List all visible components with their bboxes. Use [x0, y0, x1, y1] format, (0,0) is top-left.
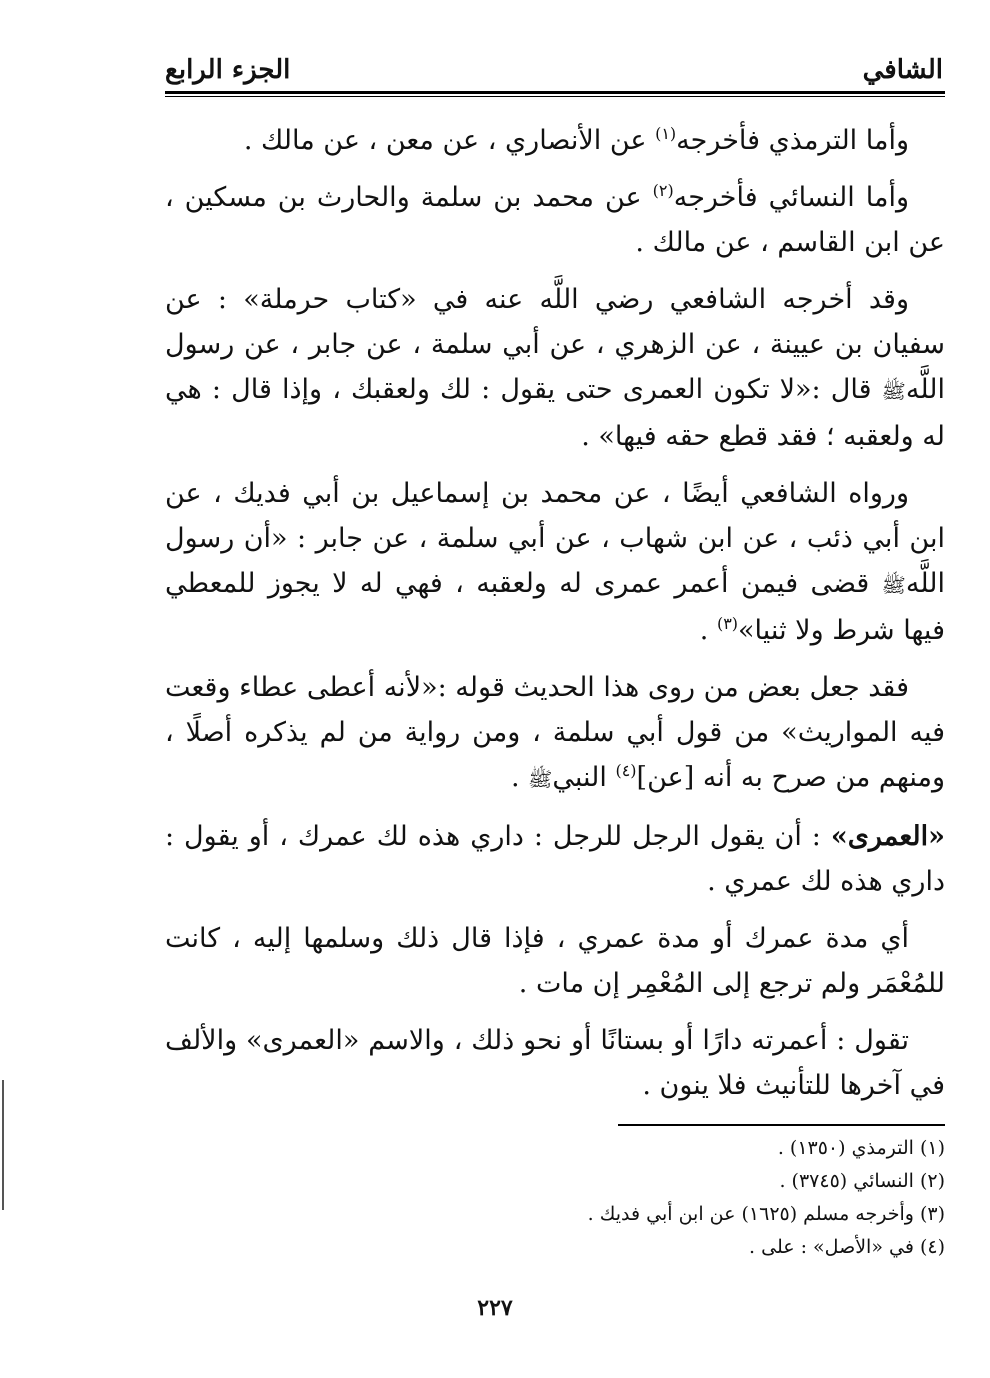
footnote-ref-2: (٢) — [652, 181, 674, 200]
text: . — [510, 762, 529, 793]
text: وأما النسائي فأخرجه — [673, 182, 909, 213]
text: . — [699, 615, 717, 646]
footnote-ref-4: (٤) — [615, 761, 637, 780]
footnote-ref-3: (٣) — [716, 614, 739, 633]
text: قضى فيمن أعمر عمرى له ولعقبه ، فهي له لا يجوز للمعطي فيها شرط ولا ثنيا» — [165, 568, 945, 646]
text: أي مدة عمرك أو مدة عمري ، فإذا قال ذلك وسلمها إليه ، كانت للمُعْمَر ولم ترجع إلى المُعْمِر إن مات . — [165, 923, 945, 999]
text: وأما الترمذي فأخرجه — [676, 125, 909, 156]
salutation-glyph: ﷺ — [881, 379, 906, 403]
header-rule-thin — [165, 96, 945, 97]
footnote-separator — [618, 1124, 945, 1126]
paragraph-1 — [165, 118, 945, 163]
footnote-1: (١) الترمذي (١٣٥٠) . — [777, 1137, 945, 1159]
paragraph-2 — [165, 175, 945, 265]
paragraph-6 — [165, 814, 945, 904]
scan-edge-mark — [2, 1080, 4, 1210]
footnote-ref-1: (١) — [655, 124, 677, 143]
footnote-4: (٤) في «الأصل» : على . — [749, 1236, 945, 1258]
footnote-2: (٢) النسائي (٣٧٤٥) . — [779, 1170, 945, 1192]
text: قال :«لا تكون العمرى حتى يقول : لك ولعقبك ، وإذا قال : هي له ولعقبه ؛ فقد قطع حقه فيها» . — [165, 374, 945, 452]
paragraph-7 — [165, 916, 945, 1006]
book-title: الشافي — [862, 55, 943, 85]
salutation-glyph: ﷺ — [528, 767, 553, 791]
text: فقد جعل بعض من روى هذا الحديث قوله :«لأنه أعطى عطاء وقعت فيه المواريث» من قول أبي سلمة ، ومن رواية من لم يذكره أصلًا ، ومنهم من صرح به أنه [عن] — [165, 672, 945, 793]
text: : أن يقول الرجل للرجل : داري هذه لك عمرك ، أو يقول : داري هذه لك عمري . — [165, 821, 945, 897]
paragraph-3 — [165, 277, 945, 459]
paragraph-4 — [165, 471, 945, 653]
text: عن محمد بن سلمة والحارث بن مسكين ، عن ابن القاسم ، عن مالك . — [165, 182, 945, 258]
main-text — [165, 118, 945, 1120]
paragraph-5 — [165, 665, 945, 802]
text: النبي — [552, 762, 616, 793]
text: عن الأنصاري ، عن معن ، عن مالك . — [243, 125, 656, 156]
paragraph-8 — [165, 1018, 945, 1108]
footnote-3: (٣) وأخرجه مسلم (١٦٢٥) عن ابن أبي فديك . — [587, 1203, 945, 1225]
page-number: ٢٢٧ — [477, 1295, 513, 1321]
volume-title: الجزء الرابع — [165, 55, 291, 85]
footnotes — [165, 1132, 945, 1264]
term-heading: «العمرى» — [830, 821, 945, 852]
running-header — [165, 52, 945, 92]
text: ورواه الشافعي أيضًا ، عن محمد بن إسماعيل بن أبي فديك ، عن ابن أبي ذئب ، عن ابن شهاب ، عن أبي سلمة ، عن جابر : «أن رسول اللَّه — [165, 478, 945, 599]
text: وقد أخرجه الشافعي رضي اللَّه عنه في «كتاب حرملة» : عن سفيان بن عيينة ، عن الزهري ، عن أبي سلمة ، عن جابر ، عن رسول اللَّه — [165, 284, 945, 405]
text: تقول : أعمرته دارًا أو بستانًا أو نحو ذلك ، والاسم «العمرى» والألف في آخرها للتأنيث فلا ينون . — [165, 1025, 945, 1101]
salutation-glyph: ﷺ — [881, 573, 906, 597]
header-rule-thick — [165, 91, 945, 94]
